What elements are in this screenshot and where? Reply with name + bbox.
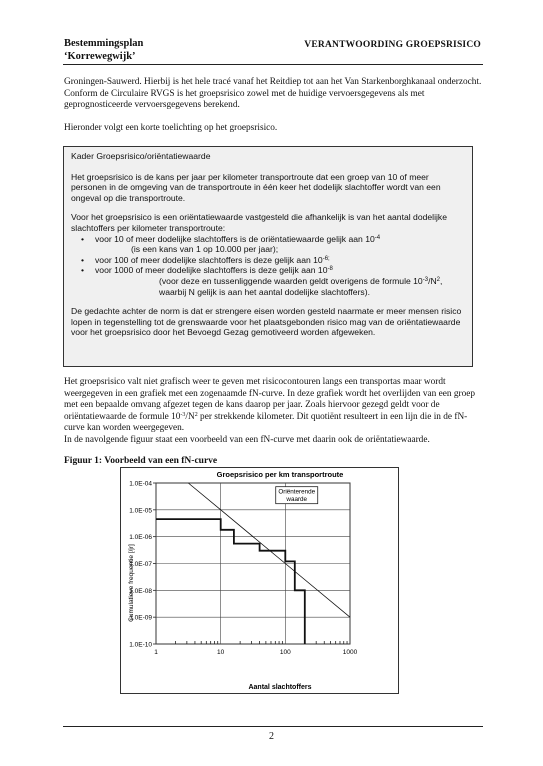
y-tick-label: 1.0E-04 [129, 480, 152, 488]
info-box-list [71, 234, 466, 298]
info-box [63, 146, 473, 367]
info-box-paragraph: Het groepsrisico is de kans per jaar per kilometer transportroute dat een groep van 10 of meer personen in de omgeving van de transportroute in één keer het dodelijk slachtoffer wordt van een ongeval op die transportroute. [71, 171, 441, 203]
list-item-note: waarbij N gelijk is aan het aantal dodelijke slachtoffers). [159, 286, 370, 297]
x-tick-label: 1 [154, 649, 158, 656]
figure-title: Figuur 1: Voorbeeld van een fN-curve [64, 456, 218, 466]
fn-curve-chart [120, 467, 400, 695]
document-title-line1: Bestemmingsplan [64, 38, 144, 49]
info-box-paragraph: De gedachte achter de norm is dat er strengere eisen worden gesteld naarmate er meer mensen risico lopen in tegenstelling tot de grenswaarde voor het plaatsgebonden risico mag van de oriëntatiewaarde voor het groepsrisico door het Bevoegd Gezag gemotiveerd worden afgeweken. [71, 306, 462, 338]
plot-area [129, 481, 357, 657]
x-tick-label: 100 [279, 649, 291, 656]
body-paragraph: Het groepsrisico valt niet grafisch weer te geven met risicocontouren langs een transportas maar wordt weergegeven in een grafiek met een zogenaamde fN-curve. In deze grafiek wordt het overlijden van een groep met een bepaalde omvang afgezet tegen de kans daarop per jaar. Zoals hiervoor gezegd geldt voor de oriëntatiewaarde de formule $10^{-3}/N^2$ per strekkende kilometer. Dit quotiënt resulteert in een lijn die in de fN-curve kan worden weergegeven. In de navolgende figuur staat een voorbeeld van een fN-curve met daarin ook de oriëntatiewaarde. [64, 377, 484, 446]
document-title [64, 37, 143, 63]
chart-title: Groepsrisico per km transportroute [216, 470, 344, 479]
page-number: 2 [269, 731, 274, 742]
y-tick-label: 1.0E-09 [129, 614, 152, 622]
y-tick-label: 1.0E-08 [129, 587, 152, 595]
info-box-title: Kader Groepsrisico/oriëntatiewaarde [71, 151, 211, 161]
bullet-icon: • [81, 233, 85, 244]
footer-rule [63, 726, 483, 727]
list-item: • voor 100 of meer dodelijke slachtoffers is deze gelijk aan $10^{-6;}$ [81, 254, 330, 265]
y-tick-label: 1.0E-05 [129, 507, 152, 515]
document-title-line2: ‘Korrewegwijk’ [64, 51, 136, 62]
header-rule [63, 64, 483, 65]
list-item: • voor 1000 of meer dodelijke slachtoffers is deze gelijk aan $10^{-8}$ (voor deze en tussenliggende waarden geldt overigens de formule $10^{-3}/N^2$, waarbij N gelijk is aan het aantal dodelijke slachtoffers). [95, 265, 466, 297]
x-tick-label: 10 [217, 649, 225, 656]
section-title: VERANTWOORDING GROEPSRISICO [304, 40, 481, 50]
y-tick-label: 1.0E-06 [129, 534, 152, 542]
annotation-label: Oriënterende [278, 488, 316, 496]
intro-paragraph: Groningen-Sauwerd. Hierbij is het hele tracé vanaf het Reitdiep tot aan het Van Starkenborghkanaal onderzocht. Conform de Circulaire RVGS is het groepsrisico zowel met de huidige vervoersgegevens als met geprognosticeerde vervoersgegevens berekend. [64, 77, 482, 110]
x-tick-label: 1000 [342, 649, 358, 656]
list-item-note: (is een kans van 1 op 10.000 per jaar); [131, 244, 279, 255]
list-item: • voor 10 of meer dodelijke slachtoffers is de oriëntatiewaarde gelijk aan $10^{-4}$ (is een kans van 1 op 10.000 per jaar); [95, 234, 466, 255]
y-axis-label: Cumulatieve frequentie [/jr] [128, 544, 135, 622]
y-tick-label: 1.0E-10 [129, 641, 152, 649]
bullet-icon: • [81, 265, 85, 276]
info-box-paragraph: Voor het groepsrisico is een oriëntatiewaarde vastgesteld die afhankelijk is van het aantal dodelijke slachtoffers per kilometer transportroute: [71, 212, 447, 233]
list-item-note: (voor deze en tussenliggende waarden geldt overigens de formule $10^{-3}/N^2$, [159, 275, 443, 286]
annotation-label: waarde [286, 496, 308, 504]
x-axis-label: Aantal slachtoffers [248, 684, 312, 691]
intro-paragraph-2: Hieronder volgt een korte toelichting op het groepsrisico. [64, 123, 278, 133]
bullet-icon: • [81, 254, 85, 265]
body-paragraph-2: In de navolgende figuur staat een voorbeeld van een fN-curve met daarin ook de oriëntatiewaarde. [64, 434, 430, 445]
y-tick-label: 1.0E-07 [129, 561, 152, 568]
